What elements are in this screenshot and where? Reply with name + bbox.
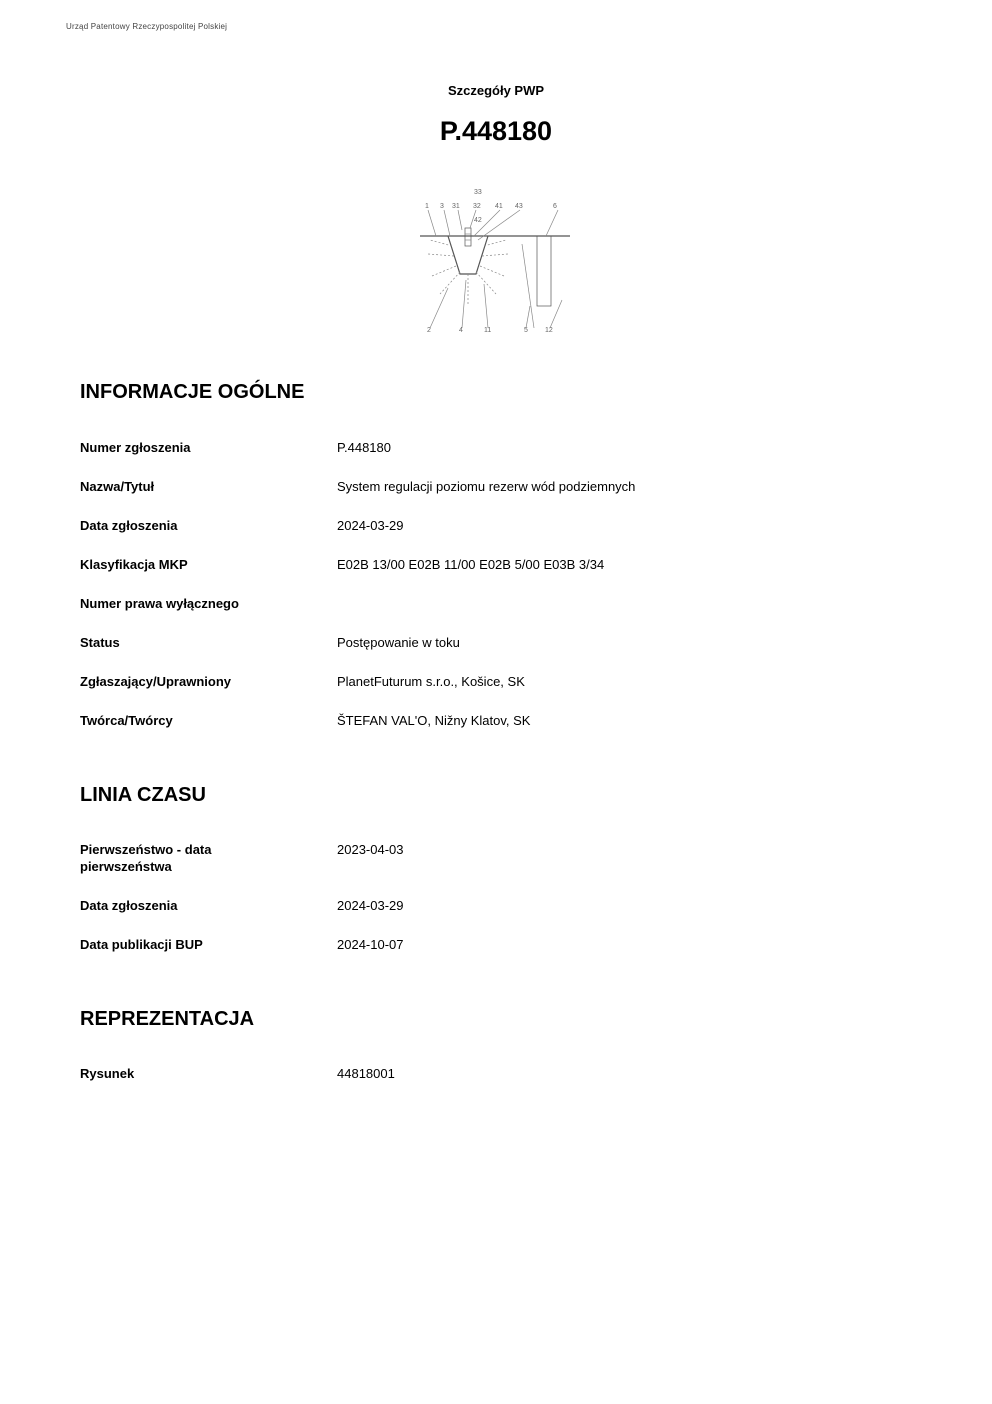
drawing-label: 4 [459, 327, 463, 334]
section-general-title: INFORMACJE OGÓLNE [80, 381, 305, 403]
row-value: 2024-03-29 [337, 898, 404, 913]
row-label: Data publikacji BUP [80, 937, 203, 952]
drawing-label: 41 [495, 203, 503, 210]
row-value: 2024-03-29 [337, 518, 404, 533]
drawing-label: 33 [474, 189, 482, 196]
row-value: 2024-10-07 [337, 937, 404, 952]
drawing-label: 3 [440, 203, 444, 210]
drawing-label: 2 [427, 327, 431, 334]
drawing-label: 6 [553, 203, 557, 210]
row-value: PlanetFuturum s.r.o., Košice, SK [337, 674, 525, 689]
row-value: ŠTEFAN VAL'O, Nižny Klatov, SK [337, 713, 531, 728]
drawing-label: 43 [515, 203, 523, 210]
row-label: Pierwszeństwo - data pierwszeństwa [80, 842, 212, 874]
patent-drawing [418, 184, 578, 336]
row-label: Twórca/Twórcy [80, 713, 173, 728]
drawing-label: 12 [545, 327, 553, 334]
drawing-label: 1 [425, 203, 429, 210]
page-subtitle: Szczegóły PWP [447, 83, 545, 98]
drawing-label: 42 [474, 217, 482, 224]
drawing-label: 32 [473, 203, 481, 210]
row-label: Rysunek [80, 1066, 135, 1081]
row-label: Status [80, 635, 120, 650]
section-timeline-title: LINIA CZASU [80, 784, 206, 806]
row-label: Zgłaszający/Uprawniony [80, 674, 231, 689]
row-value: Postępowanie w toku [337, 635, 460, 650]
row-label: Nazwa/Tytuł [80, 479, 155, 494]
row-value: E02B 13/00 E02B 11/00 E02B 5/00 E03B 3/34 [337, 557, 605, 572]
office-header: Urząd Patentowy Rzeczypospolitej Polskiej [66, 22, 228, 31]
row-label: Data zgłoszenia [80, 898, 178, 913]
row-label: Numer prawa wyłącznego [80, 596, 239, 611]
row-value: 2023-04-03 [337, 842, 404, 857]
row-label: Numer zgłoszenia [80, 440, 191, 455]
row-value: System regulacji poziomu rezerw wód podziemnych [337, 479, 636, 494]
section-representation-title: REPREZENTACJA [80, 1008, 255, 1030]
drawing-label: 5 [524, 327, 528, 334]
drawing-label: 31 [452, 203, 460, 210]
row-value: 44818001 [337, 1066, 395, 1081]
row-label: Klasyfikacja MKP [80, 557, 188, 572]
row-label: Data zgłoszenia [80, 518, 178, 533]
page-title: P.448180 [439, 116, 553, 146]
drawing-label: 11 [484, 327, 492, 334]
row-value: P.448180 [337, 440, 391, 455]
